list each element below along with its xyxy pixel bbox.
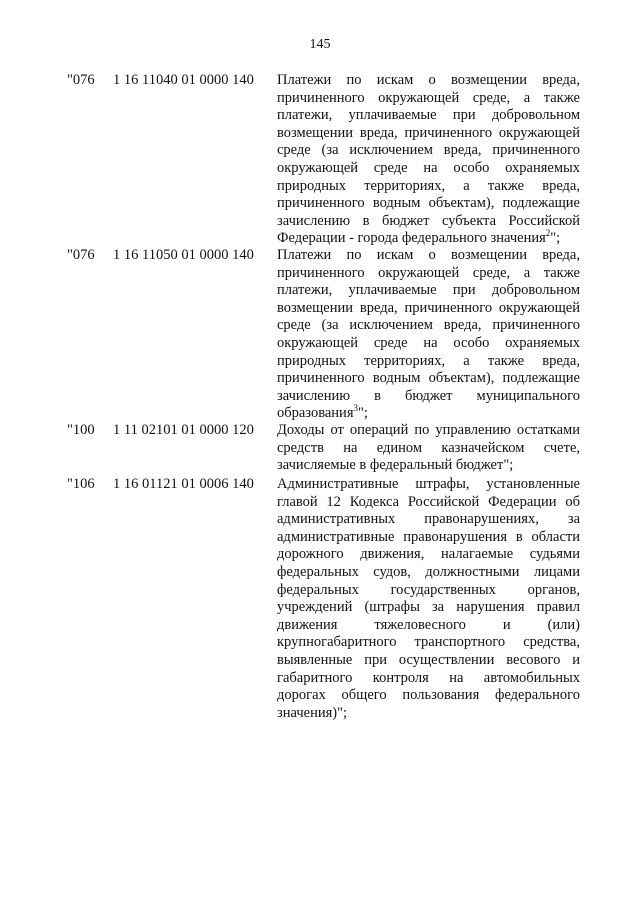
description-line: Платежи по искам о возмещении вреда, <box>277 247 580 263</box>
description-line: природных территориях, а также вреда, <box>277 177 580 194</box>
description-line: федеральных судов, должностными лицами <box>277 563 580 580</box>
description-line: возмещении вреда, причиненного окружающей <box>277 124 580 141</box>
description-line: выявленные при осуществлении весового и <box>277 651 580 668</box>
footnote-ref: 2 <box>545 228 551 239</box>
description-line: природных территориях, а также вреда, <box>277 352 580 369</box>
description-line: Доходы от операций по управлению остатками <box>277 422 580 438</box>
description-line: окружающей среде на особо охраняемых <box>277 159 580 176</box>
description-line-last: значения)"; <box>277 704 348 721</box>
budget-classification-code: 1 16 11050 01 0000 140 <box>113 247 254 263</box>
entry-description <box>277 247 580 423</box>
admin-code: "076 <box>67 72 95 88</box>
description-line: причиненного окружающей среде, а также <box>277 89 580 106</box>
description-line: крупногабаритного транспортного средства, <box>277 634 580 651</box>
budget-classification-code: 1 16 11040 01 0000 140 <box>113 72 254 88</box>
description-line: учреждений (штрафы за нарушения правил <box>277 599 580 616</box>
description-line: возмещении вреда, причиненного окружающей <box>277 299 580 316</box>
admin-code: "100 <box>67 422 95 438</box>
description-text: образования <box>277 405 354 422</box>
description-line: причиненного окружающей среде, а также <box>277 264 580 281</box>
description-line: среде (за исключением вреда, причиненного <box>277 317 580 334</box>
description-line: административных правонарушениях, за <box>277 511 580 528</box>
description-line: причиненного водным объектам), подлежащие <box>277 370 580 387</box>
description-line: дорожного движения, налагаемые судьями <box>277 546 580 563</box>
description-line: главой 12 Кодекса Российской Федерации об <box>277 493 580 510</box>
description-text: Федерации - города федерального значения <box>277 230 546 247</box>
description-line: Платежи по искам о возмещении вреда, <box>277 72 580 88</box>
description-line: дорогах общего пользования федерального <box>277 687 580 704</box>
description-line: платежи, уплачиваемые при добровольном <box>277 107 580 124</box>
description-line: среде (за исключением вреда, причиненного <box>277 142 580 159</box>
entry-description <box>277 422 580 475</box>
admin-code: "106 <box>67 476 95 492</box>
description-line: причиненного водным объектам), подлежащие <box>277 195 580 212</box>
description-line-last: зачисляемые в федеральный бюджет"; <box>277 457 514 474</box>
description-line: средств на едином казначейском счете, <box>277 439 580 456</box>
description-line: зачислению в бюджет муниципального <box>277 387 580 404</box>
description-line: зачислению в бюджет субъекта Российской <box>277 212 580 229</box>
closing-quote: "; <box>550 230 561 247</box>
page-number: 145 <box>309 37 331 52</box>
description-line: окружающей среде на особо охраняемых <box>277 334 580 351</box>
description-line-last <box>277 405 580 423</box>
description-line: федеральных государственных органов, <box>277 581 580 598</box>
entry-description <box>277 72 580 248</box>
description-line: Административные штрафы, установленные <box>277 476 580 492</box>
budget-classification-code: 1 16 01121 01 0006 140 <box>113 476 254 492</box>
closing-quote: "; <box>358 405 368 422</box>
description-line-last <box>277 230 580 248</box>
description-line: движения тяжеловесного и (или) <box>277 616 580 633</box>
description-line: габаритного контроля на автомобильных <box>277 669 580 686</box>
budget-classification-code: 1 11 02101 01 0000 120 <box>113 422 254 438</box>
admin-code: "076 <box>67 247 95 263</box>
entry-description <box>277 476 580 722</box>
description-line: платежи, уплачиваемые при добровольном <box>277 282 580 299</box>
description-line: административные правонарушения в области <box>277 528 580 545</box>
footnote-ref: 3 <box>353 403 358 414</box>
